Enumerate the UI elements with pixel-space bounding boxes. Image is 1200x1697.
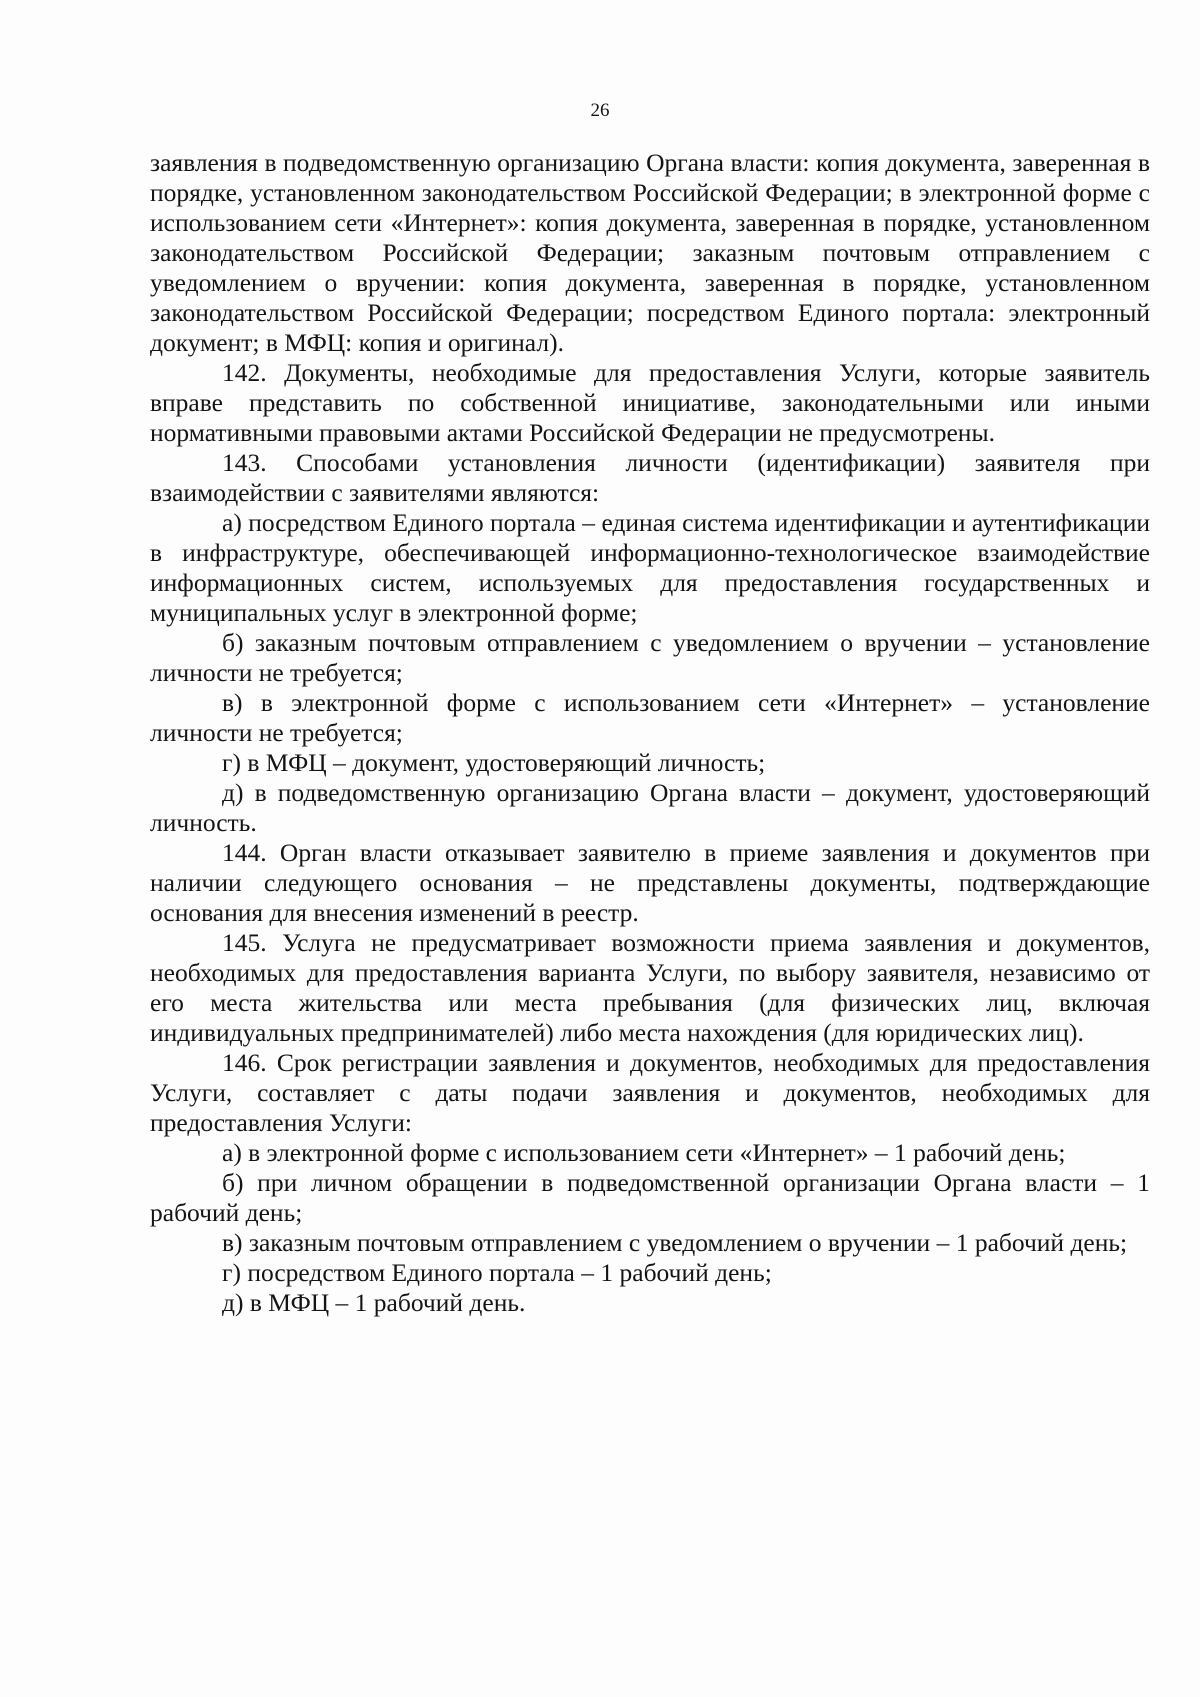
paragraph-144: 144. Орган власти отказывает заявителю в приеме заявления и документов при наличии следующего основания – не представлены документы, подтверждающие основания для внесения изменений в реестр. (150, 838, 1150, 927)
document-body (150, 148, 1150, 1318)
paragraph-146-g: г) посредством Единого портала – 1 рабочий день; (222, 1258, 772, 1287)
paragraph-143: 143. Способами установления личности (идентификации) заявителя при взаимодействии с заявителями являются: (150, 448, 1150, 507)
paragraph-146-b: б) при личном обращении в подведомственной организации Органа власти – 1 рабочий день; (150, 1168, 1150, 1227)
paragraph-146-a: а) в электронной форме с использованием сети «Интернет» – 1 рабочий день; (222, 1138, 1066, 1167)
paragraph-146-d: д) в МФЦ – 1 рабочий день. (222, 1288, 526, 1317)
paragraph-146-v: в) заказным почтовым отправлением с уведомлением о вручении – 1 рабочий день; (222, 1228, 1128, 1257)
paragraph-continuation: заявления в подведомственную организацию Органа власти: копия документа, заверенная в порядке, установленном законодательством Российской Федерации; в электронной форме с использованием сети «Интернет»: копия документа, заверенная в порядке, установленном законодательством Российской Федерации; заказным почтовым отправлением с уведомлением о вручении: копия документа, заверенная в порядке, установленном законодательством Российской Федерации; посредством Единого портала: электронный документ; в МФЦ: копия и оригинал). (150, 148, 1150, 357)
paragraph-145: 145. Услуга не предусматривает возможности приема заявления и документов, необходимых для предоставления варианта Услуги, по выбору заявителя, независимо от его места жительства или места пребывания (для физических лиц, включая индивидуальных предпринимателей) либо места нахождения (для юридических лиц). (150, 928, 1150, 1047)
paragraph-143-g: г) в МФЦ – документ, удостоверяющий личность; (222, 748, 766, 777)
paragraph-142: 142. Документы, необходимые для предоставления Услуги, которые заявитель вправе представить по собственной инициативе, законодательными или иными нормативными правовыми актами Российской Федерации не предусмотрены. (150, 358, 1150, 447)
paragraph-146: 146. Срок регистрации заявления и документов, необходимых для предоставления Услуги, составляет с даты подачи заявления и документов, необходимых для предоставления Услуги: (150, 1048, 1150, 1137)
page-number: 26 (590, 100, 610, 121)
paragraph-143-d: д) в подведомственную организацию Органа власти – документ, удостоверяющий личность. (150, 778, 1150, 837)
paragraph-143-v: в) в электронной форме с использованием сети «Интернет» – установление личности не требуется; (150, 688, 1150, 747)
paragraph-143-b: б) заказным почтовым отправлением с уведомлением о вручении – установление личности не требуется; (150, 628, 1150, 687)
paragraph-143-a: а) посредством Единого портала – единая система идентификации и аутентификации в инфраструктуре, обеспечивающей информационно-технологическое взаимодействие информационных систем, используемых для предоставления государственных и муниципальных услуг в электронной форме; (150, 508, 1150, 627)
